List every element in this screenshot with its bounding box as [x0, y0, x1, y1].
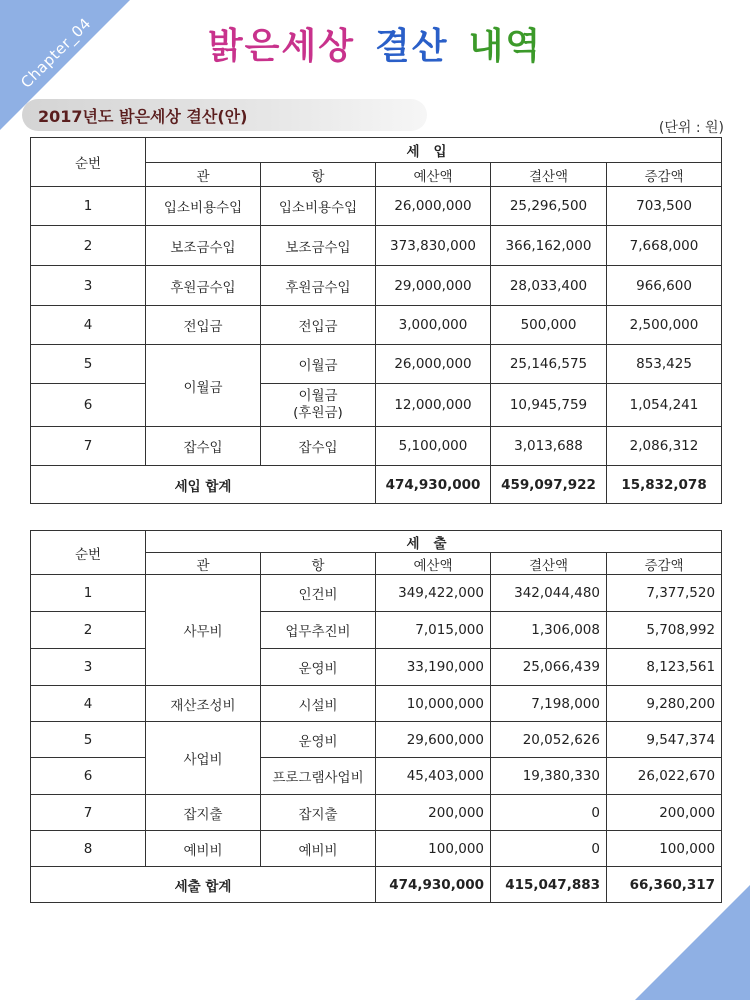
hang-cell: 잡수입: [261, 427, 376, 466]
gwan-cell: 예비비: [146, 831, 261, 867]
table-row: [31, 686, 722, 722]
seq-cell: 4: [31, 306, 146, 345]
settle-cell: 7,198,000: [491, 686, 607, 722]
hang-cell: 잡지출: [261, 795, 376, 831]
settle-cell: 28,033,400: [491, 266, 607, 306]
total-settle: 459,097,922: [491, 466, 607, 504]
gwan-cell: 사무비: [146, 575, 261, 686]
hang-cell: 입소비용수입: [261, 187, 376, 226]
diff-cell: 100,000: [607, 831, 722, 867]
gwan-cell: 전입금: [146, 306, 261, 345]
expense-header-settle: 결산액: [491, 553, 607, 575]
table-row: [31, 226, 722, 266]
gwan-cell: 잡지출: [146, 795, 261, 831]
hang-cell: 예비비: [261, 831, 376, 867]
diff-cell: 7,377,520: [607, 575, 722, 612]
gwan-cell: 재산조성비: [146, 686, 261, 722]
total-diff: 66,360,317: [607, 867, 722, 903]
diff-cell: 200,000: [607, 795, 722, 831]
table-row: [31, 795, 722, 831]
hang-cell: [261, 384, 376, 427]
budget-cell: 200,000: [376, 795, 491, 831]
expense-header-hang: 항: [261, 553, 376, 575]
seq-cell: 1: [31, 187, 146, 226]
total-label: 세입 합계: [31, 466, 376, 504]
gwan-cell: 사업비: [146, 722, 261, 795]
table-row: [31, 384, 722, 427]
settle-cell: 1,306,008: [491, 612, 607, 649]
income-header-seq: 순번: [31, 138, 146, 187]
total-label: 세출 합계: [31, 867, 376, 903]
budget-cell: 26,000,000: [376, 345, 491, 384]
budget-cell: 12,000,000: [376, 384, 491, 427]
table-row: [31, 649, 722, 686]
diff-cell: 5,708,992: [607, 612, 722, 649]
seq-cell: 6: [31, 384, 146, 427]
budget-cell: 26,000,000: [376, 187, 491, 226]
expense-header-gwan: 관: [146, 553, 261, 575]
diff-cell: 966,600: [607, 266, 722, 306]
gwan-cell: 이월금: [146, 345, 261, 427]
expense-header-main: 세출: [146, 531, 722, 553]
income-table: [30, 137, 722, 504]
budget-cell: 10,000,000: [376, 686, 491, 722]
budget-cell: 100,000: [376, 831, 491, 867]
expense-table: [30, 530, 722, 903]
settle-cell: 10,945,759: [491, 384, 607, 427]
seq-cell: 1: [31, 575, 146, 612]
total-budget: 474,930,000: [376, 466, 491, 504]
budget-cell: 7,015,000: [376, 612, 491, 649]
page-title-part-3: 내역: [468, 26, 543, 67]
hang-cell: 인건비: [261, 575, 376, 612]
table-row: [31, 575, 722, 612]
settle-cell: 500,000: [491, 306, 607, 345]
budget-cell: 29,600,000: [376, 722, 491, 758]
hang-cell: 시설비: [261, 686, 376, 722]
unit-label: (단위 : 원): [658, 120, 724, 136]
seq-cell: 7: [31, 427, 146, 466]
total-row: [31, 867, 722, 903]
settle-cell: 342,044,480: [491, 575, 607, 612]
table-row: [31, 306, 722, 345]
settle-cell: 20,052,626: [491, 722, 607, 758]
income-header-main: 세입: [146, 138, 722, 163]
income-header-diff: 증감액: [607, 163, 722, 187]
page-title: [0, 18, 750, 69]
hang-cell: 보조금수입: [261, 226, 376, 266]
seq-cell: 5: [31, 722, 146, 758]
gwan-cell: 잡수입: [146, 427, 261, 466]
seq-cell: 7: [31, 795, 146, 831]
seq-cell: 4: [31, 686, 146, 722]
diff-cell: 2,086,312: [607, 427, 722, 466]
settle-cell: 19,380,330: [491, 758, 607, 795]
budget-cell: 33,190,000: [376, 649, 491, 686]
hang-cell: 이월금: [261, 345, 376, 384]
hang-cell: 업무추진비: [261, 612, 376, 649]
section-title: 2017년도 밝은세상 결산(안): [38, 107, 248, 126]
chapter-label: Chapter_04: [17, 14, 95, 92]
table-row: [31, 722, 722, 758]
settle-cell: 366,162,000: [491, 226, 607, 266]
hang-line-1: 이월금: [298, 388, 338, 404]
diff-cell: 853,425: [607, 345, 722, 384]
diff-cell: 703,500: [607, 187, 722, 226]
table-row: [31, 612, 722, 649]
settle-cell: 0: [491, 795, 607, 831]
settle-cell: 0: [491, 831, 607, 867]
settle-cell: 25,146,575: [491, 345, 607, 384]
settle-cell: 25,066,439: [491, 649, 607, 686]
diff-cell: 26,022,670: [607, 758, 722, 795]
gwan-cell: 보조금수입: [146, 226, 261, 266]
table-row: [31, 266, 722, 306]
income-header-gwan: 관: [146, 163, 261, 187]
expense-header-budget: 예산액: [376, 553, 491, 575]
budget-cell: 45,403,000: [376, 758, 491, 795]
income-header-hang: 항: [261, 163, 376, 187]
seq-cell: 3: [31, 266, 146, 306]
diff-cell: 7,668,000: [607, 226, 722, 266]
page-title-part-2: 결산: [374, 26, 449, 67]
diff-cell: 9,547,374: [607, 722, 722, 758]
budget-cell: 3,000,000: [376, 306, 491, 345]
seq-cell: 2: [31, 612, 146, 649]
diff-cell: 9,280,200: [607, 686, 722, 722]
hang-line-2: (후원금): [293, 405, 343, 421]
diff-cell: 8,123,561: [607, 649, 722, 686]
income-header-budget: 예산액: [376, 163, 491, 187]
table-row: [31, 187, 722, 226]
table-row: [31, 758, 722, 795]
hang-cell: 운영비: [261, 722, 376, 758]
diff-cell: 1,054,241: [607, 384, 722, 427]
total-budget: 474,930,000: [376, 867, 491, 903]
income-header-settle: 결산액: [491, 163, 607, 187]
gwan-cell: 입소비용수입: [146, 187, 261, 226]
expense-header-seq: 순번: [31, 531, 146, 575]
seq-cell: 2: [31, 226, 146, 266]
budget-cell: 349,422,000: [376, 575, 491, 612]
hang-cell: 프로그램사업비: [261, 758, 376, 795]
page-title-part-1: 밝은세상: [207, 26, 355, 67]
budget-cell: 373,830,000: [376, 226, 491, 266]
diff-cell: 2,500,000: [607, 306, 722, 345]
expense-header-diff: 증감액: [607, 553, 722, 575]
hang-cell: 후원금수입: [261, 266, 376, 306]
seq-cell: 8: [31, 831, 146, 867]
settle-cell: 25,296,500: [491, 187, 607, 226]
seq-cell: 5: [31, 345, 146, 384]
budget-cell: 29,000,000: [376, 266, 491, 306]
hang-cell: 운영비: [261, 649, 376, 686]
table-row: [31, 831, 722, 867]
total-row: [31, 466, 722, 504]
seq-cell: 6: [31, 758, 146, 795]
settle-cell: 3,013,688: [491, 427, 607, 466]
table-row: [31, 345, 722, 384]
gwan-cell: 후원금수입: [146, 266, 261, 306]
total-diff: 15,832,078: [607, 466, 722, 504]
total-settle: 415,047,883: [491, 867, 607, 903]
table-row: [31, 427, 722, 466]
budget-cell: 5,100,000: [376, 427, 491, 466]
seq-cell: 3: [31, 649, 146, 686]
hang-cell: 전입금: [261, 306, 376, 345]
